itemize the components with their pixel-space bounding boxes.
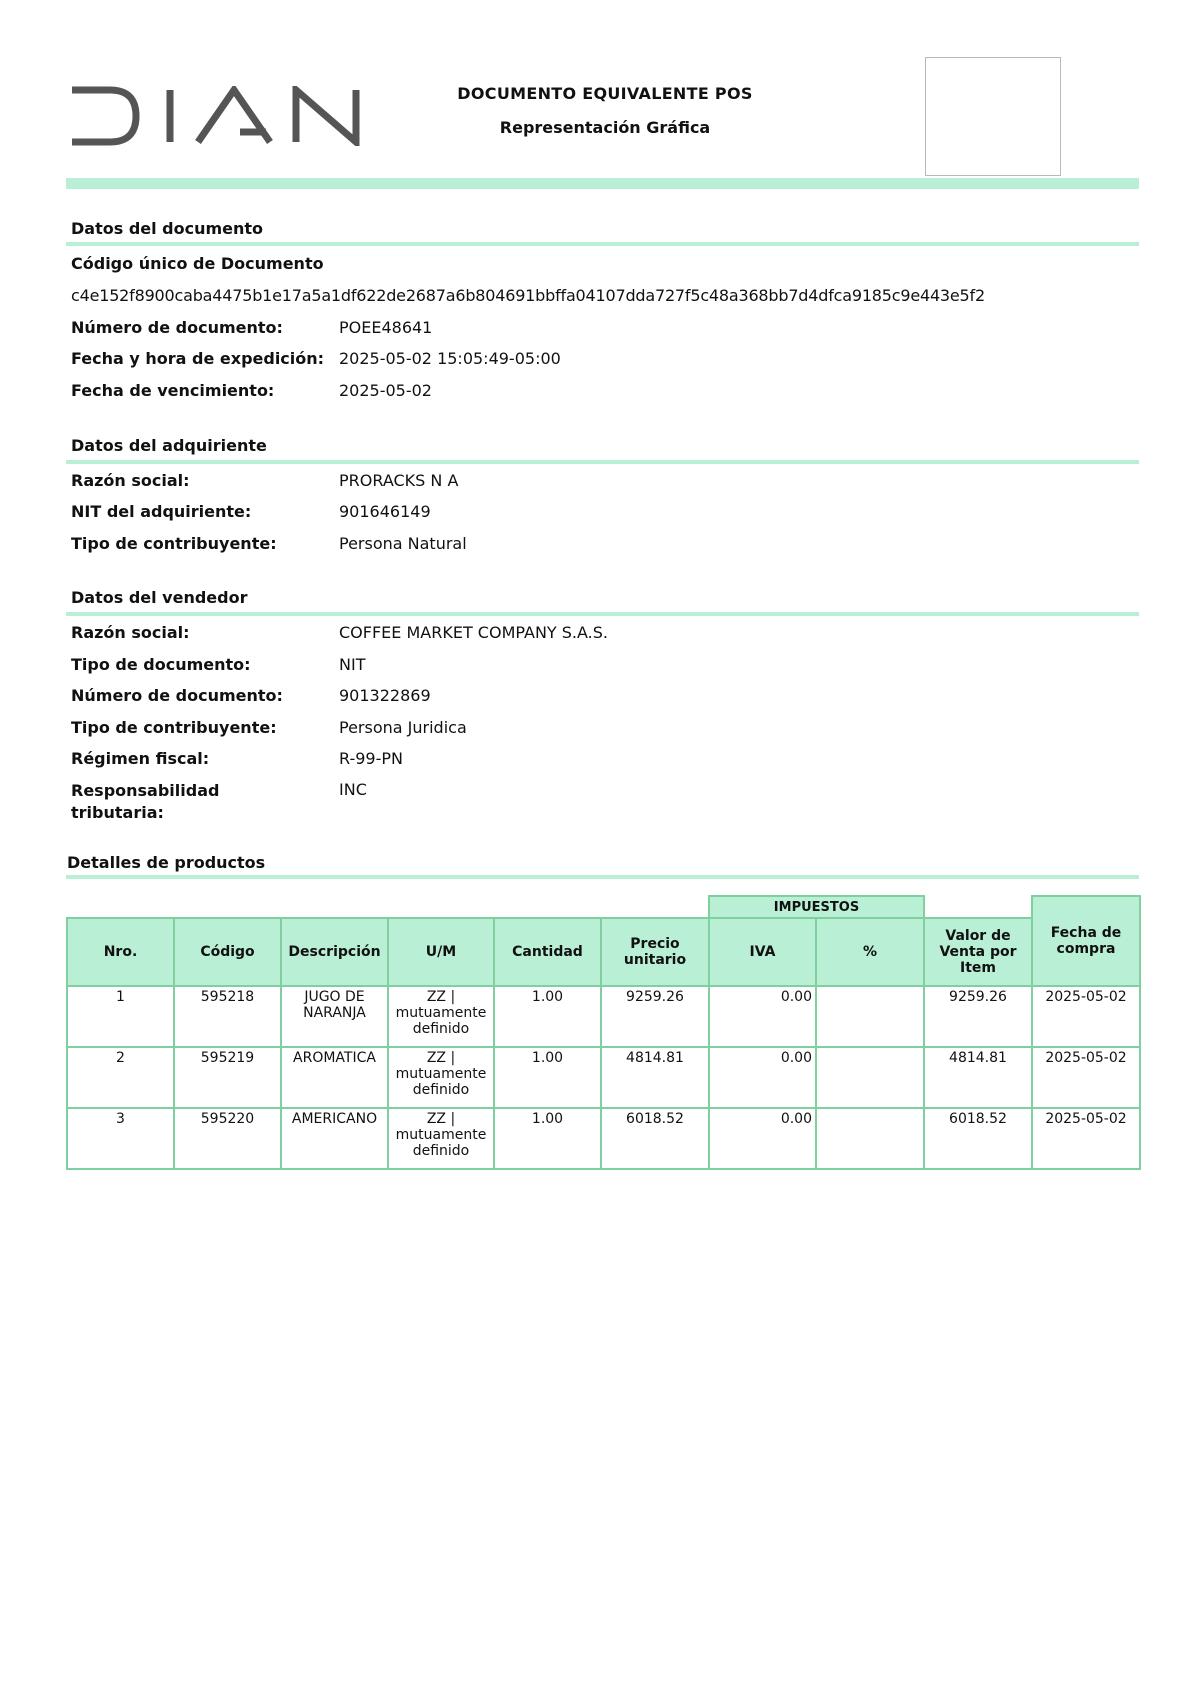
field-label: Fecha de vencimiento: bbox=[71, 381, 275, 400]
field-value: Persona Natural bbox=[339, 534, 467, 553]
field-value: PRORACKS N A bbox=[339, 471, 459, 490]
field-value: R-99-PN bbox=[339, 749, 403, 768]
cell-descripcion: AROMATICA bbox=[281, 1047, 388, 1108]
field-label: Tipo de contribuyente: bbox=[71, 718, 277, 737]
title-block bbox=[410, 84, 800, 137]
cell-pct bbox=[816, 986, 924, 1047]
field-label: Número de documento: bbox=[71, 318, 283, 337]
col-header-um: U/M bbox=[388, 918, 494, 986]
products-table bbox=[66, 895, 1141, 1170]
qr-code-placeholder bbox=[925, 57, 1061, 176]
section-title-documento: Datos del documento bbox=[71, 219, 264, 238]
cell-fecha: 2025-05-02 bbox=[1032, 1047, 1140, 1108]
field-label: Fecha y hora de expedición: bbox=[71, 349, 325, 368]
cell-precio: 9259.26 bbox=[601, 986, 709, 1047]
field-value: 901322869 bbox=[339, 686, 431, 705]
table-spacer bbox=[67, 896, 709, 918]
field-label: Tipo de documento: bbox=[71, 655, 251, 674]
cell-um: ZZ | mutuamente definido bbox=[388, 986, 494, 1047]
field-value: 2025-05-02 bbox=[339, 381, 432, 400]
cell-pct bbox=[816, 1047, 924, 1108]
field-label: NIT del adquiriente: bbox=[71, 502, 252, 521]
cell-valor: 4814.81 bbox=[924, 1047, 1032, 1108]
impuestos-header: IMPUESTOS bbox=[709, 896, 924, 918]
header-divider bbox=[66, 178, 1139, 189]
col-header-pct: % bbox=[816, 918, 924, 986]
col-header-iva: IVA bbox=[709, 918, 816, 986]
field-label: Régimen fiscal: bbox=[71, 749, 210, 768]
section-divider bbox=[66, 612, 1139, 616]
cell-um: ZZ | mutuamente definido bbox=[388, 1047, 494, 1108]
cell-nro: 2 bbox=[67, 1047, 174, 1108]
table-row bbox=[67, 1047, 1140, 1108]
section-divider bbox=[66, 460, 1139, 464]
cell-um: ZZ | mutuamente definido bbox=[388, 1108, 494, 1169]
col-header-cantidad: Cantidad bbox=[494, 918, 601, 986]
cell-valor: 6018.52 bbox=[924, 1108, 1032, 1169]
col-header-descripcion: Descripción bbox=[281, 918, 388, 986]
section-title-productos: Detalles de productos bbox=[67, 853, 266, 872]
cell-descripcion: JUGO DE NARANJA bbox=[281, 986, 388, 1047]
section-title-vendedor: Datos del vendedor bbox=[71, 588, 248, 607]
col-header-nro: Nro. bbox=[67, 918, 174, 986]
field-value: INC bbox=[339, 780, 367, 799]
cell-nro: 1 bbox=[67, 986, 174, 1047]
cell-fecha: 2025-05-02 bbox=[1032, 1108, 1140, 1169]
cell-cantidad: 1.00 bbox=[494, 1108, 601, 1169]
cell-fecha: 2025-05-02 bbox=[1032, 986, 1140, 1047]
cell-codigo: 595220 bbox=[174, 1108, 281, 1169]
field-value: Persona Juridica bbox=[339, 718, 467, 737]
col-header-precio: Precio unitario bbox=[601, 918, 709, 986]
cell-codigo: 595219 bbox=[174, 1047, 281, 1108]
table-row bbox=[67, 986, 1140, 1047]
field-label: Tipo de contribuyente: bbox=[71, 534, 277, 553]
col-header-codigo: Código bbox=[174, 918, 281, 986]
field-label: Número de documento: bbox=[71, 686, 283, 705]
field-value: COFFEE MARKET COMPANY S.A.S. bbox=[339, 623, 609, 642]
cude-value: c4e152f8900caba4475b1e17a5a1df622de2687a6b804691bbffa04107dda727f5c48a368bb7d4dfca9185c9e443e5f2 bbox=[71, 286, 985, 305]
cell-descripcion: AMERICANO bbox=[281, 1108, 388, 1169]
table-spacer bbox=[924, 896, 1032, 918]
cell-precio: 4814.81 bbox=[601, 1047, 709, 1108]
field-value: NIT bbox=[339, 655, 366, 674]
cell-cantidad: 1.00 bbox=[494, 986, 601, 1047]
cude-label: Código único de Documento bbox=[71, 254, 324, 273]
cell-iva: 0.00 bbox=[709, 1108, 816, 1169]
cell-pct bbox=[816, 1108, 924, 1169]
field-value: POEE48641 bbox=[339, 318, 433, 337]
cell-valor: 9259.26 bbox=[924, 986, 1032, 1047]
cell-cantidad: 1.00 bbox=[494, 1047, 601, 1108]
section-divider bbox=[66, 242, 1139, 246]
field-label: Razón social: bbox=[71, 471, 190, 490]
doc-subtitle: Representación Gráfica bbox=[499, 118, 711, 137]
cell-precio: 6018.52 bbox=[601, 1108, 709, 1169]
section-title-adquiriente: Datos del adquiriente bbox=[71, 436, 267, 455]
dian-logo bbox=[70, 86, 366, 146]
field-label: Responsabilidad tributaria: bbox=[71, 781, 220, 822]
cell-iva: 0.00 bbox=[709, 1047, 816, 1108]
table-row bbox=[67, 1108, 1140, 1169]
cell-nro: 3 bbox=[67, 1108, 174, 1169]
field-value: 901646149 bbox=[339, 502, 431, 521]
field-label: Razón social: bbox=[71, 623, 190, 642]
section-divider bbox=[66, 875, 1139, 879]
col-header-valor: Valor de Venta por Item bbox=[924, 918, 1032, 986]
doc-title: DOCUMENTO EQUIVALENTE POS bbox=[457, 84, 753, 103]
field-value: 2025-05-02 15:05:49-05:00 bbox=[339, 349, 561, 368]
cell-codigo: 595218 bbox=[174, 986, 281, 1047]
col-header-fecha: Fecha de compra bbox=[1032, 896, 1140, 986]
cell-iva: 0.00 bbox=[709, 986, 816, 1047]
